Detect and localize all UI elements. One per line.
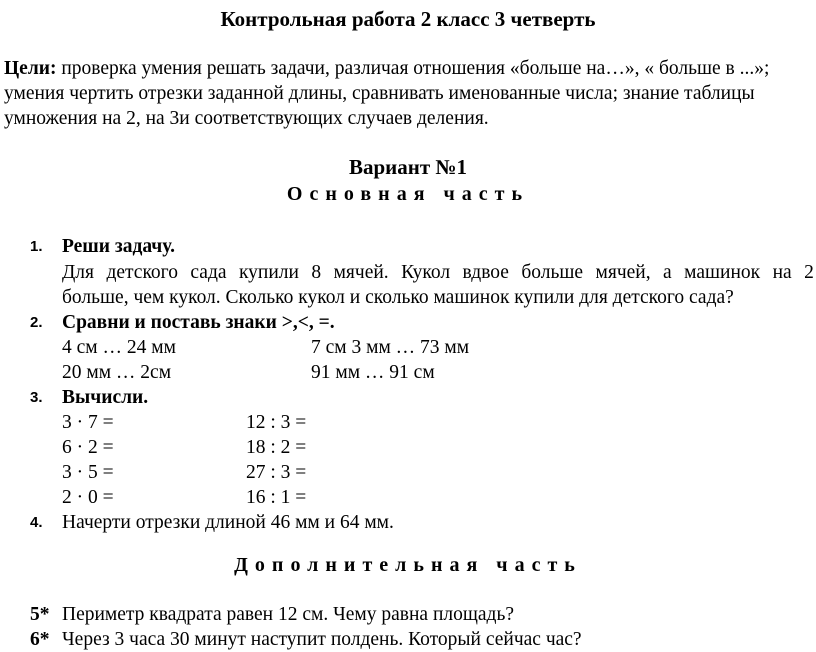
task-1-word: на bbox=[772, 262, 792, 283]
goals-line-2: умения чертить отрезки заданной длины, сравнивать именованные числа; знание таблицы bbox=[4, 83, 755, 104]
task-3-right-1: 12 : 3 = bbox=[246, 412, 307, 433]
task-1-number: 1. bbox=[30, 238, 43, 255]
task-2-item-a2: 20 мм … 2см bbox=[62, 362, 172, 383]
task-3-left-1: 3 · 7 = bbox=[62, 412, 114, 433]
task-5-text: Периметр квадрата равен 12 см. Чему равна площадь? bbox=[62, 604, 515, 625]
task-1-word: машинок bbox=[684, 262, 761, 283]
task-2-item-a1: 4 см … 24 мм bbox=[62, 337, 176, 358]
task-1-word: 8 bbox=[311, 262, 322, 283]
goals-line-1 bbox=[4, 56, 814, 81]
task-5-number: 5* bbox=[30, 604, 50, 625]
task-1-word: Кукол bbox=[401, 262, 451, 283]
task-3-left-4: 2 · 0 = bbox=[62, 487, 114, 508]
task-6-number: 6* bbox=[30, 629, 50, 650]
main-part-heading: Основная часть bbox=[286, 183, 530, 205]
task-3-left-2: 6 · 2 = bbox=[62, 437, 114, 458]
task-1-heading: Реши задачу. bbox=[62, 236, 175, 257]
goals-label: Цели: bbox=[4, 58, 57, 79]
task-1-word: мячей, bbox=[595, 262, 651, 283]
task-4-text: Начерти отрезки длиной 46 мм и 64 мм. bbox=[62, 512, 394, 533]
task-3-right-2: 18 : 2 = bbox=[246, 437, 307, 458]
task-3-number: 3. bbox=[30, 389, 43, 406]
task-1-line-2: больше, чем кукол. Сколько кукол и сколько машинок купили для детского сада? bbox=[62, 287, 734, 308]
goals-line-3: умножения на 2, на 3и соответствующих случаев деления. bbox=[4, 108, 489, 129]
task-1-word: Для bbox=[62, 262, 95, 283]
task-4-number: 4. bbox=[30, 514, 43, 531]
task-1-word: больше bbox=[521, 262, 584, 283]
task-2-heading: Сравни и поставь знаки >,<, =. bbox=[62, 312, 335, 333]
task-1-word: купили bbox=[238, 262, 299, 283]
task-2-item-b2: 91 мм … 91 см bbox=[311, 362, 435, 383]
task-1-word: мячей. bbox=[333, 262, 389, 283]
task-1-word: вдвое bbox=[462, 262, 509, 283]
task-1-word: 2 bbox=[804, 262, 814, 283]
task-1-word: сада bbox=[190, 262, 227, 283]
task-3-right-3: 27 : 3 = bbox=[246, 462, 307, 483]
variant-heading: Вариант №1 bbox=[348, 155, 468, 179]
task-3-left-3: 3 · 5 = bbox=[62, 462, 114, 483]
task-1-line-1 bbox=[62, 260, 814, 285]
task-1-word: а bbox=[663, 262, 672, 283]
extra-part-heading: Дополнительная часть bbox=[234, 554, 582, 576]
task-2-item-b1: 7 см 3 мм … 73 мм bbox=[311, 337, 470, 358]
goals-text-1: проверка умения решать задачи, различая отношения «больше на…», « больше в ...»; bbox=[56, 58, 770, 79]
task-2-number: 2. bbox=[30, 314, 43, 331]
task-3-right-4: 16 : 1 = bbox=[246, 487, 307, 508]
task-6-text: Через 3 часа 30 минут наступит полдень. Который сейчас час? bbox=[62, 629, 582, 650]
task-1-word: детского bbox=[106, 262, 178, 283]
task-3-heading: Вычисли. bbox=[62, 387, 149, 408]
goals-paragraph bbox=[4, 56, 814, 131]
page-title: Контрольная работа 2 класс 3 четверть bbox=[220, 7, 596, 31]
